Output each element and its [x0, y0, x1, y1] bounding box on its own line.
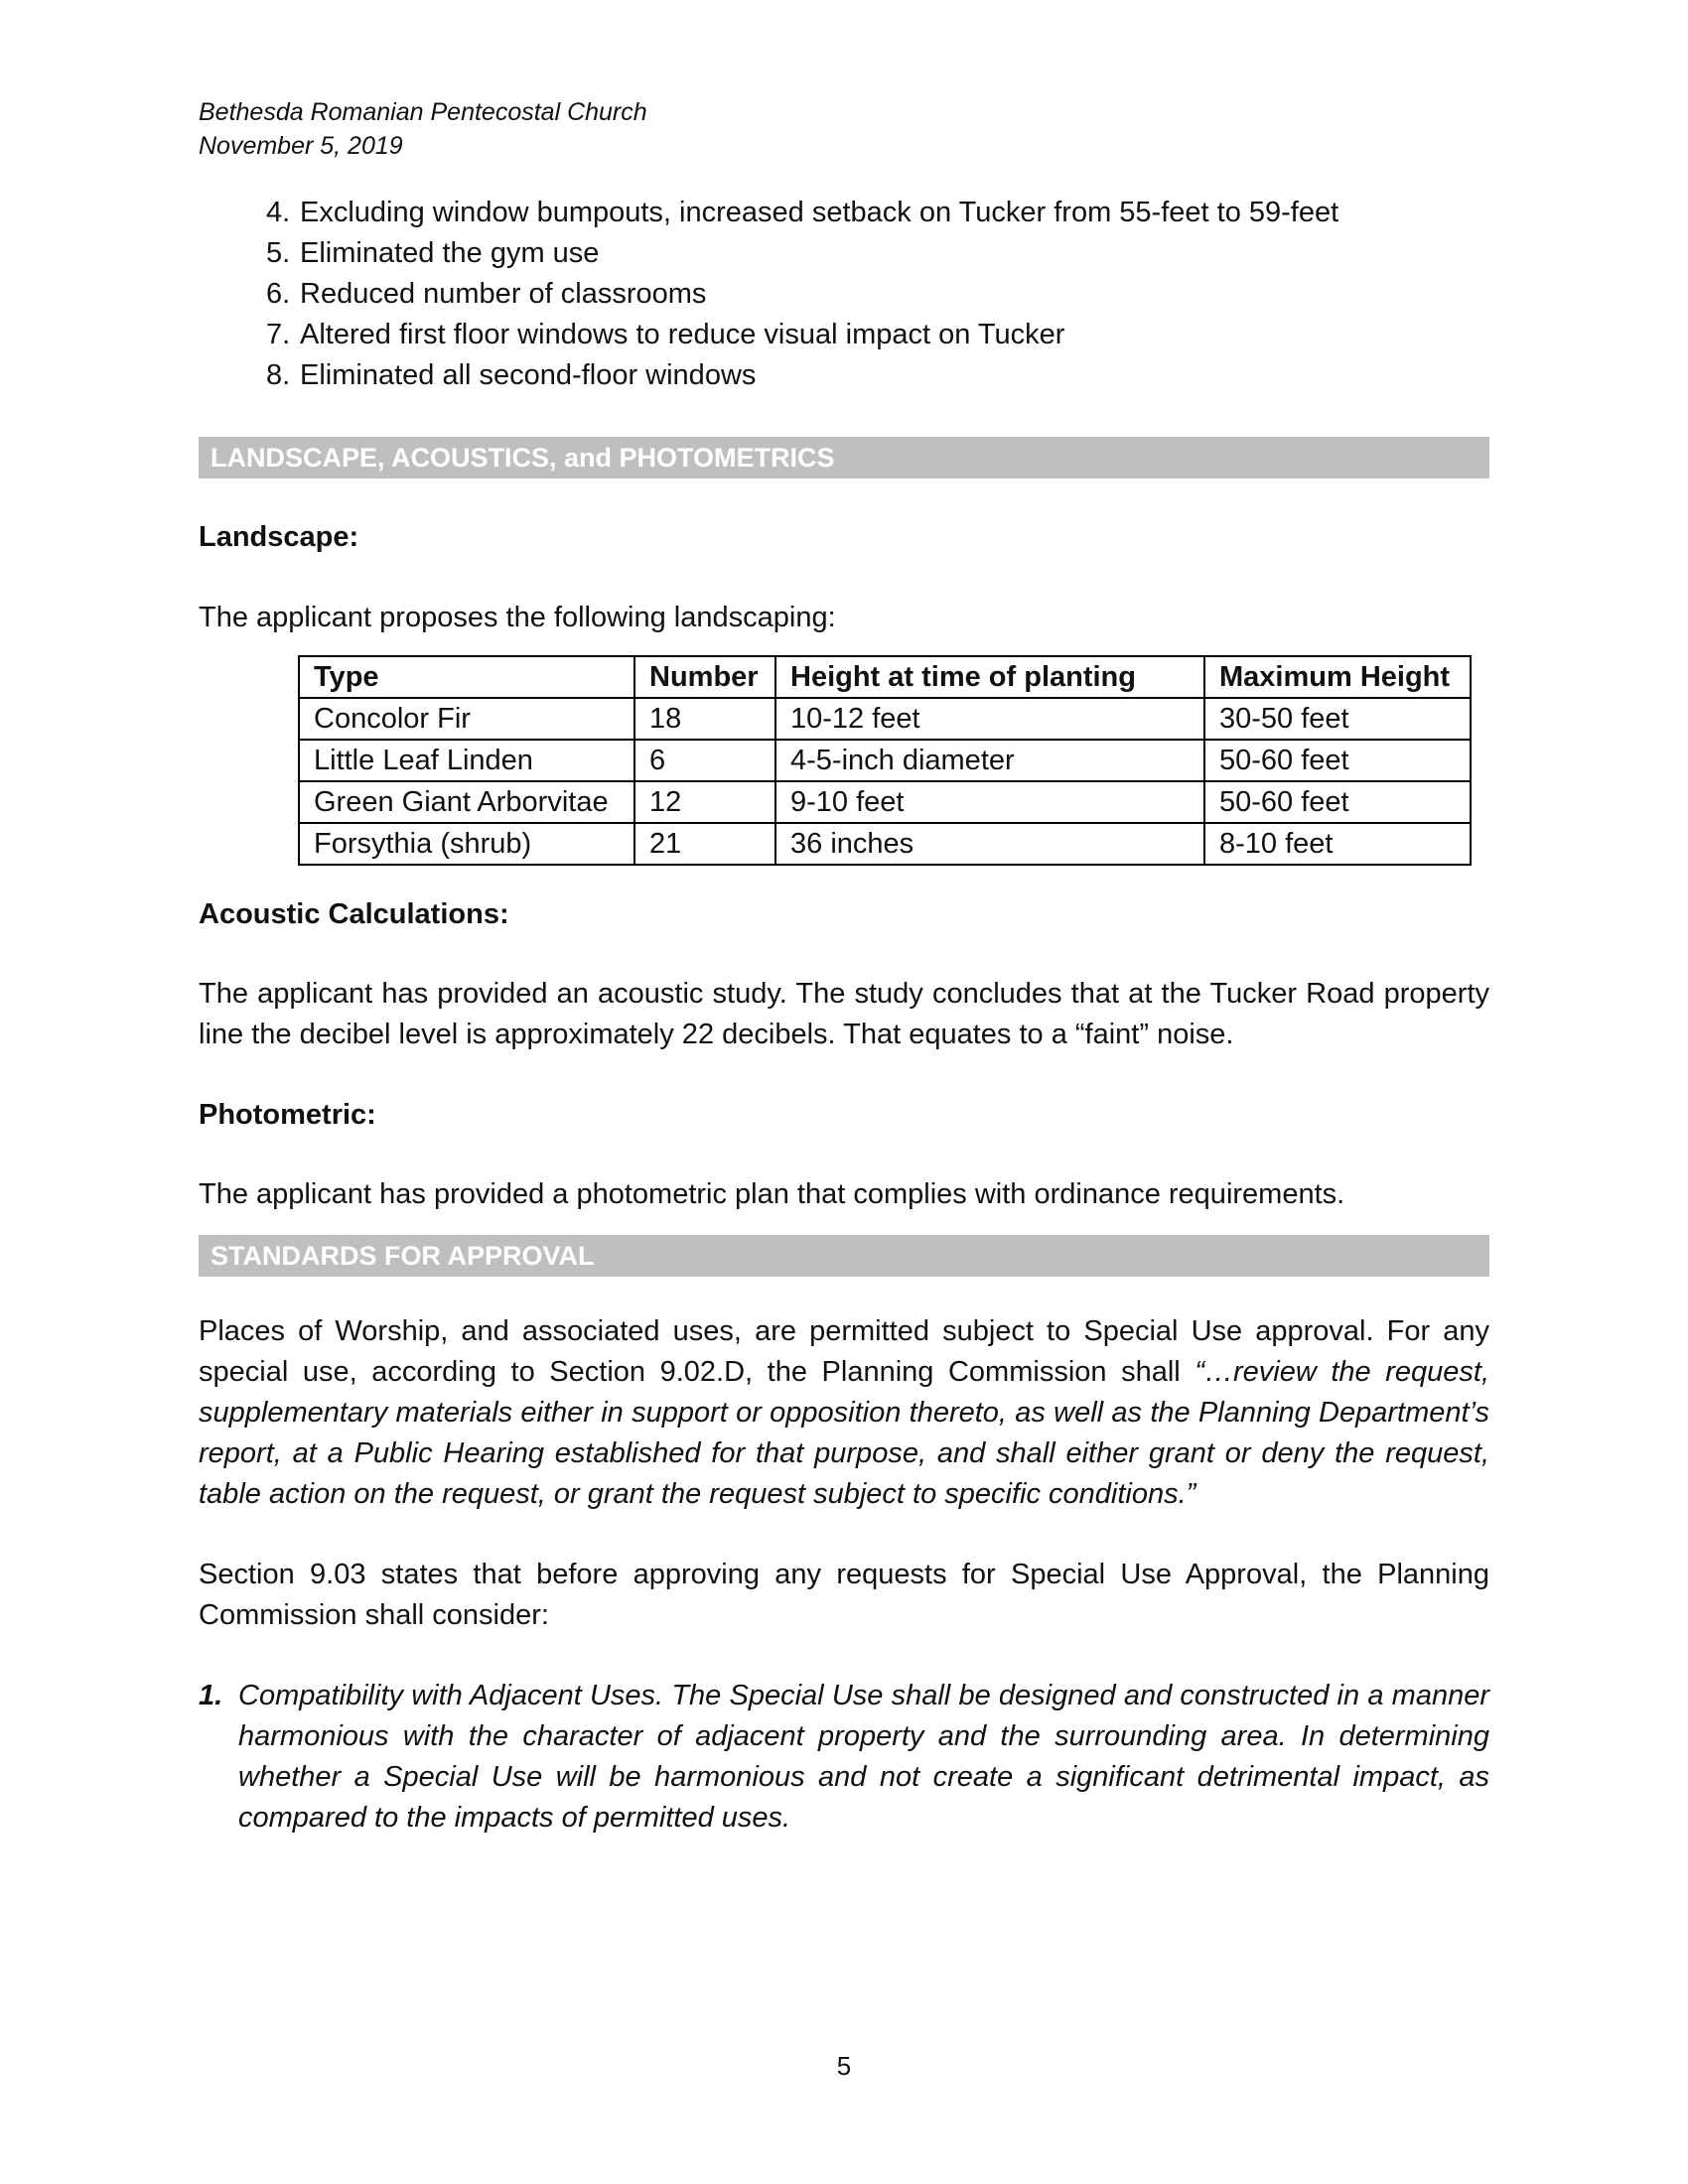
- page-number: 5: [836, 2051, 852, 2081]
- table-cell: Forsythia (shrub): [299, 823, 634, 865]
- landscape-intro: The applicant proposes the following landscaping:: [199, 602, 836, 633]
- standards-list-item: [199, 1676, 1489, 1839]
- list-item-number: 8.: [266, 359, 291, 391]
- table-cell: Green Giant Arborvitae: [299, 781, 634, 823]
- table-cell: 21: [634, 823, 775, 865]
- list-item: [199, 355, 1489, 396]
- table-header-row: [299, 656, 1471, 698]
- landscape-heading: Landscape:: [199, 521, 359, 553]
- ordinance-quote: “…review the request, supplementary materials either in support or opposition thereto, as well as the Planning Department’s report, at a Public Hearing established for that purpose, and shall either grant or deny the request, table action on the request, or grant the request subject to specific conditions.”: [199, 1356, 1490, 1510]
- photometric-heading: Photometric:: [199, 1099, 376, 1131]
- list-item-number: 4.: [266, 197, 291, 228]
- table-row: [299, 740, 1471, 781]
- standards-intro-text: Places of Worship, and associated uses, are permitted subject to Special Use approval. For any special use, according to Section 9.02.D, the Planning Commission shall: [199, 1315, 1489, 1388]
- table-row: [299, 823, 1471, 865]
- header-date: November 5, 2019: [199, 132, 403, 160]
- header-org: Bethesda Romanian Pentecostal Church: [199, 98, 647, 126]
- table-cell: Little Leaf Linden: [299, 740, 634, 781]
- list-item-text: Reduced number of classrooms: [300, 278, 707, 310]
- section-bar-landscape: LANDSCAPE, ACOUSTICS, and PHOTOMETRICS: [199, 437, 1489, 478]
- table-cell: 30-50 feet: [1204, 698, 1471, 740]
- section-bar-standards: STANDARDS FOR APPROVAL: [199, 1235, 1489, 1277]
- table-cell: 9-10 feet: [775, 781, 1204, 823]
- list-item-number: 1.: [199, 1680, 223, 1711]
- table-cell: 4-5-inch diameter: [775, 740, 1204, 781]
- table-header-cell: Height at time of planting: [775, 656, 1204, 698]
- table-cell: 6: [634, 740, 775, 781]
- list-item-number: 5.: [266, 237, 291, 269]
- table-header-cell: Maximum Height: [1204, 656, 1471, 698]
- list-item-text: Altered first floor windows to reduce visual impact on Tucker: [300, 319, 1065, 350]
- list-item: [199, 274, 1489, 315]
- table-cell: 10-12 feet: [775, 698, 1204, 740]
- table-cell: 36 inches: [775, 823, 1204, 865]
- table-cell: 50-60 feet: [1204, 740, 1471, 781]
- landscaping-table: [298, 655, 1472, 866]
- table-cell: 50-60 feet: [1204, 781, 1471, 823]
- running-header: [199, 95, 1489, 163]
- standards-paragraph-1: [199, 1311, 1489, 1515]
- table-row: [299, 781, 1471, 823]
- table-cell: 12: [634, 781, 775, 823]
- list-item: [199, 233, 1489, 274]
- list-item-text: Excluding window bumpouts, increased setback on Tucker from 55-feet to 59-feet: [300, 197, 1339, 228]
- list-item-number: 6.: [266, 278, 291, 310]
- acoustic-text: The applicant has provided an acoustic study. The study concludes that at the Tucker Road property line the decibel level is approximately 22 decibels. That equates to a “faint” noise.: [199, 978, 1489, 1050]
- changes-list: [199, 193, 1489, 396]
- list-item-text: Eliminated all second-floor windows: [300, 359, 757, 391]
- table-cell: 8-10 feet: [1204, 823, 1471, 865]
- table-cell: Concolor Fir: [299, 698, 634, 740]
- table-cell: 18: [634, 698, 775, 740]
- table-header-cell: Number: [634, 656, 775, 698]
- table-header-cell: Type: [299, 656, 634, 698]
- standards-paragraph-2: Section 9.03 states that before approving any requests for Special Use Approval, the Planning Commission shall consider:: [199, 1559, 1489, 1631]
- list-item-text: Compatibility with Adjacent Uses. The Special Use shall be designed and constructed in a manner harmonious with the character of adjacent property and the surrounding area. In determining whether a Special Use will be harmonious and not create a significant detrimental impact, as compared to the impacts of permitted uses.: [238, 1680, 1489, 1834]
- list-item: [199, 193, 1489, 233]
- table-row: [299, 698, 1471, 740]
- photometric-text: The applicant has provided a photometric plan that complies with ordinance requirements.: [199, 1178, 1345, 1210]
- acoustic-heading: Acoustic Calculations:: [199, 898, 509, 930]
- list-item-number: 7.: [266, 319, 291, 350]
- list-item-text: Eliminated the gym use: [300, 237, 600, 269]
- page-content: [199, 95, 1489, 1839]
- list-item: [199, 315, 1489, 355]
